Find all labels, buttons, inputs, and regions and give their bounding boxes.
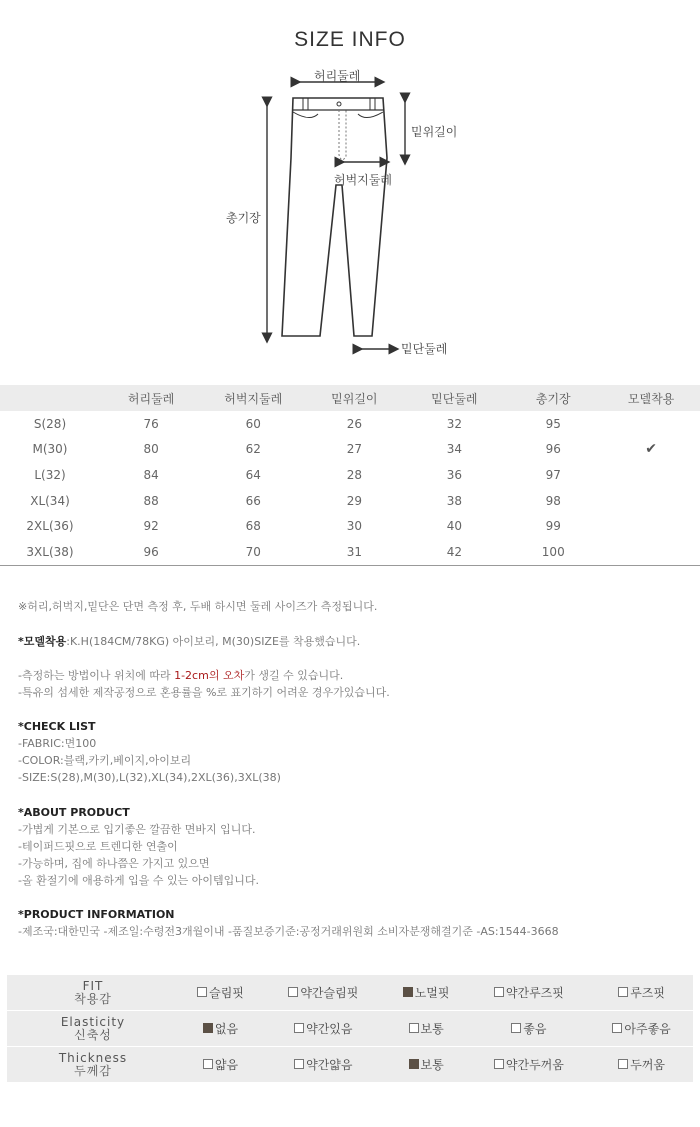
rise-label: 밑위길이	[411, 125, 458, 139]
measurement-cell: 95	[545, 416, 561, 431]
length-label: 총기장	[226, 211, 261, 225]
measurement-cell: 84	[143, 467, 159, 482]
measurement-cell: 34	[446, 442, 462, 457]
measurement-cell: 62	[245, 442, 261, 457]
label-en: Elasticity	[60, 1014, 126, 1029]
size-line: -SIZE:S(28),M(30),L(32),XL(34),2XL(36),3XL(38)	[18, 771, 281, 784]
measurement-cell: 29	[346, 493, 362, 508]
size-row	[0, 488, 700, 514]
model-heading: *모델착용	[18, 635, 67, 648]
pants-size-diagram	[0, 60, 700, 370]
size-cell: XL(34)	[30, 493, 70, 508]
size-row	[0, 411, 700, 437]
unchecked-box-icon	[197, 987, 207, 997]
measurement-cell: 96	[100, 539, 202, 565]
measurement-cell: 76	[143, 416, 159, 431]
error-suffix: 가 생길 수 있습니다.	[244, 669, 344, 682]
checked-box-icon	[403, 987, 413, 997]
waist-label: 허리둘레	[314, 69, 361, 83]
size-row	[0, 462, 700, 488]
model-worn-cell	[602, 411, 700, 437]
fit-option	[385, 1011, 468, 1047]
unchecked-box-icon	[511, 1023, 521, 1033]
check-list-heading: *CHECK LIST	[18, 720, 96, 733]
measurement-cell: 31	[304, 539, 404, 565]
fit-option	[468, 1047, 591, 1083]
fit-option	[468, 975, 591, 1011]
unchecked-box-icon	[203, 1059, 213, 1069]
measurement-cell: 98	[545, 493, 561, 508]
model-note	[18, 633, 360, 650]
measure-note: ※허리,허벅지,밑단은 단면 측정 후, 두배 하시면 둘레 사이즈가 측정됩니다.	[18, 600, 378, 613]
label-en: Thickness	[58, 1050, 128, 1065]
measurement-cell: 92	[143, 519, 159, 534]
fit-row-label	[7, 975, 179, 1011]
fit-option-label: 약간얇음	[306, 1058, 353, 1072]
fit-option-label: 아주좋음	[624, 1022, 671, 1036]
checked-box-icon	[409, 1059, 419, 1069]
unchecked-box-icon	[618, 1059, 628, 1069]
size-cell: 2XL(36)	[26, 519, 74, 534]
fit-table	[7, 975, 693, 1083]
model-worn-cell	[602, 437, 700, 463]
measurement-cell: 96	[545, 442, 561, 457]
model-worn-cell	[602, 539, 700, 565]
fit-option	[385, 1047, 468, 1083]
hem-label: 밑단둘레	[401, 342, 448, 356]
fit-option-label: 좋음	[523, 1022, 547, 1036]
unchecked-box-icon	[288, 987, 298, 997]
label-ko: 두께감	[74, 1063, 112, 1078]
page-title: SIZE INFO	[294, 28, 406, 51]
fit-row	[7, 975, 693, 1011]
size-cell: M(30)	[32, 442, 68, 457]
fit-option-label: 없음	[214, 1022, 239, 1036]
fit-option	[262, 1011, 385, 1047]
measurement-cell: 38	[446, 493, 462, 508]
about-line: -테이퍼드핏으로 트렌디한 연출이	[18, 840, 178, 853]
checkmark-icon: ✔	[645, 441, 657, 458]
label-ko: 착용감	[74, 991, 112, 1006]
measurement-cell: 80	[143, 442, 159, 457]
fit-option	[590, 1011, 693, 1047]
fit-option	[590, 1047, 693, 1083]
model-worn-cell	[602, 488, 700, 514]
error-prefix: -측정하는 방법이나 위치에 따라	[18, 669, 175, 682]
pants-illustration	[0, 60, 700, 370]
unchecked-box-icon	[294, 1059, 304, 1069]
label-en: FIT	[82, 978, 104, 993]
fit-option-label: 슬림핏	[209, 986, 244, 1000]
about-line: -올 환절기에 애용하게 입을 수 있는 아이템입니다.	[18, 874, 259, 887]
size-row	[0, 437, 700, 463]
fit-row-label	[7, 1047, 179, 1083]
thigh-label: 허벅지둘레	[334, 173, 392, 187]
size-row	[0, 513, 700, 539]
fit-row-label	[7, 1011, 179, 1047]
header-cell: 허벅지둘레	[202, 385, 304, 411]
fit-option	[385, 975, 468, 1011]
measurement-cell: 68	[245, 519, 261, 534]
checked-box-icon	[203, 1023, 213, 1033]
fit-option	[262, 975, 385, 1011]
fit-option-label: 보통	[420, 1058, 444, 1072]
measurement-cell: 42	[404, 539, 504, 565]
measurement-cell: 40	[446, 519, 462, 534]
fit-option-label: 보통	[420, 1022, 444, 1036]
fit-row	[7, 1011, 693, 1047]
measurement-cell: 32	[446, 416, 462, 431]
model-worn-cell	[602, 462, 700, 488]
measurement-cell: 97	[545, 467, 561, 482]
measurement-cell: 28	[346, 467, 362, 482]
header-cell: 모델착용	[602, 385, 700, 411]
header-cell: 허리둘레	[100, 385, 202, 411]
fit-option-label: 두꺼움	[630, 1058, 665, 1072]
fit-option-label: 노멀핏	[414, 986, 450, 1000]
measurement-cell: 36	[446, 467, 462, 482]
fit-option	[179, 1011, 262, 1047]
fit-option-label: 약간슬림핏	[300, 986, 359, 1000]
size-cell: S(28)	[33, 416, 67, 431]
error-note	[18, 667, 343, 684]
measurement-cell: 27	[346, 442, 362, 457]
size-cell: L(32)	[34, 467, 66, 482]
model-text: :K.H(184CM/78KG) 아이보리, M(30)SIZE를 착용했습니다.	[66, 635, 361, 648]
size-row	[0, 539, 700, 565]
fit-option	[179, 975, 262, 1011]
error-highlight: 1-2cm의 오차	[174, 669, 245, 682]
measurement-cell: 60	[245, 416, 261, 431]
fit-option-label: 약간두꺼움	[505, 1058, 564, 1072]
about-heading: *ABOUT PRODUCT	[18, 806, 130, 819]
header-cell: 밑위길이	[304, 385, 404, 411]
unchecked-box-icon	[494, 1059, 504, 1069]
fit-option	[468, 1011, 591, 1047]
unchecked-box-icon	[294, 1023, 304, 1033]
product-info-heading: *PRODUCT INFORMATION	[18, 908, 175, 921]
measurement-cell: 66	[245, 493, 261, 508]
product-info-text: -제조국:대한민국 -제조일:수령전3개월이내 -품질보증기준:공정거래위원회 소비자분쟁해결기준 -AS:1544-3668	[18, 925, 559, 938]
about-line: -가능하며, 집에 하나쯤은 가지고 있으면	[18, 857, 210, 870]
color-line: -COLOR:블랙,카키,베이지,아이보리	[18, 754, 192, 767]
fit-option	[590, 975, 693, 1011]
measurement-cell: 70	[202, 539, 304, 565]
header-cell	[0, 385, 100, 411]
fit-row	[7, 1047, 693, 1083]
unchecked-box-icon	[618, 987, 628, 997]
header-cell: 총기장	[504, 385, 602, 411]
measurement-cell: 99	[545, 519, 561, 534]
size-table	[0, 385, 700, 566]
fit-option-label: 루즈핏	[630, 986, 665, 1000]
unchecked-box-icon	[409, 1023, 419, 1033]
label-ko: 신축성	[74, 1027, 112, 1042]
fit-option-label: 얇음	[214, 1058, 239, 1072]
measurement-cell: 100	[504, 539, 602, 565]
unchecked-box-icon	[612, 1023, 622, 1033]
fit-option	[262, 1047, 385, 1083]
measurement-cell: 26	[346, 416, 362, 431]
measurement-cell: 64	[245, 467, 261, 482]
model-worn-cell	[602, 513, 700, 539]
measurement-cell: 30	[346, 519, 362, 534]
fabric-note: -특유의 섬세한 제작공정으로 혼용률을 %로 표기하기 어려운 경우가있습니다.	[18, 686, 390, 699]
header-cell: 밑단둘레	[404, 385, 504, 411]
size-table-header	[0, 385, 700, 411]
about-line: -가볍게 기본으로 입기좋은 깔끔한 면바지 입니다.	[18, 823, 256, 836]
measurement-cell: 88	[143, 493, 159, 508]
unchecked-box-icon	[494, 987, 504, 997]
fit-option-label: 약간루즈핏	[505, 986, 564, 1000]
fit-option	[179, 1047, 262, 1083]
fit-option-label: 약간있음	[306, 1022, 353, 1036]
size-cell: 3XL(38)	[0, 539, 100, 565]
fabric-line: -FABRIC:면100	[18, 737, 97, 750]
